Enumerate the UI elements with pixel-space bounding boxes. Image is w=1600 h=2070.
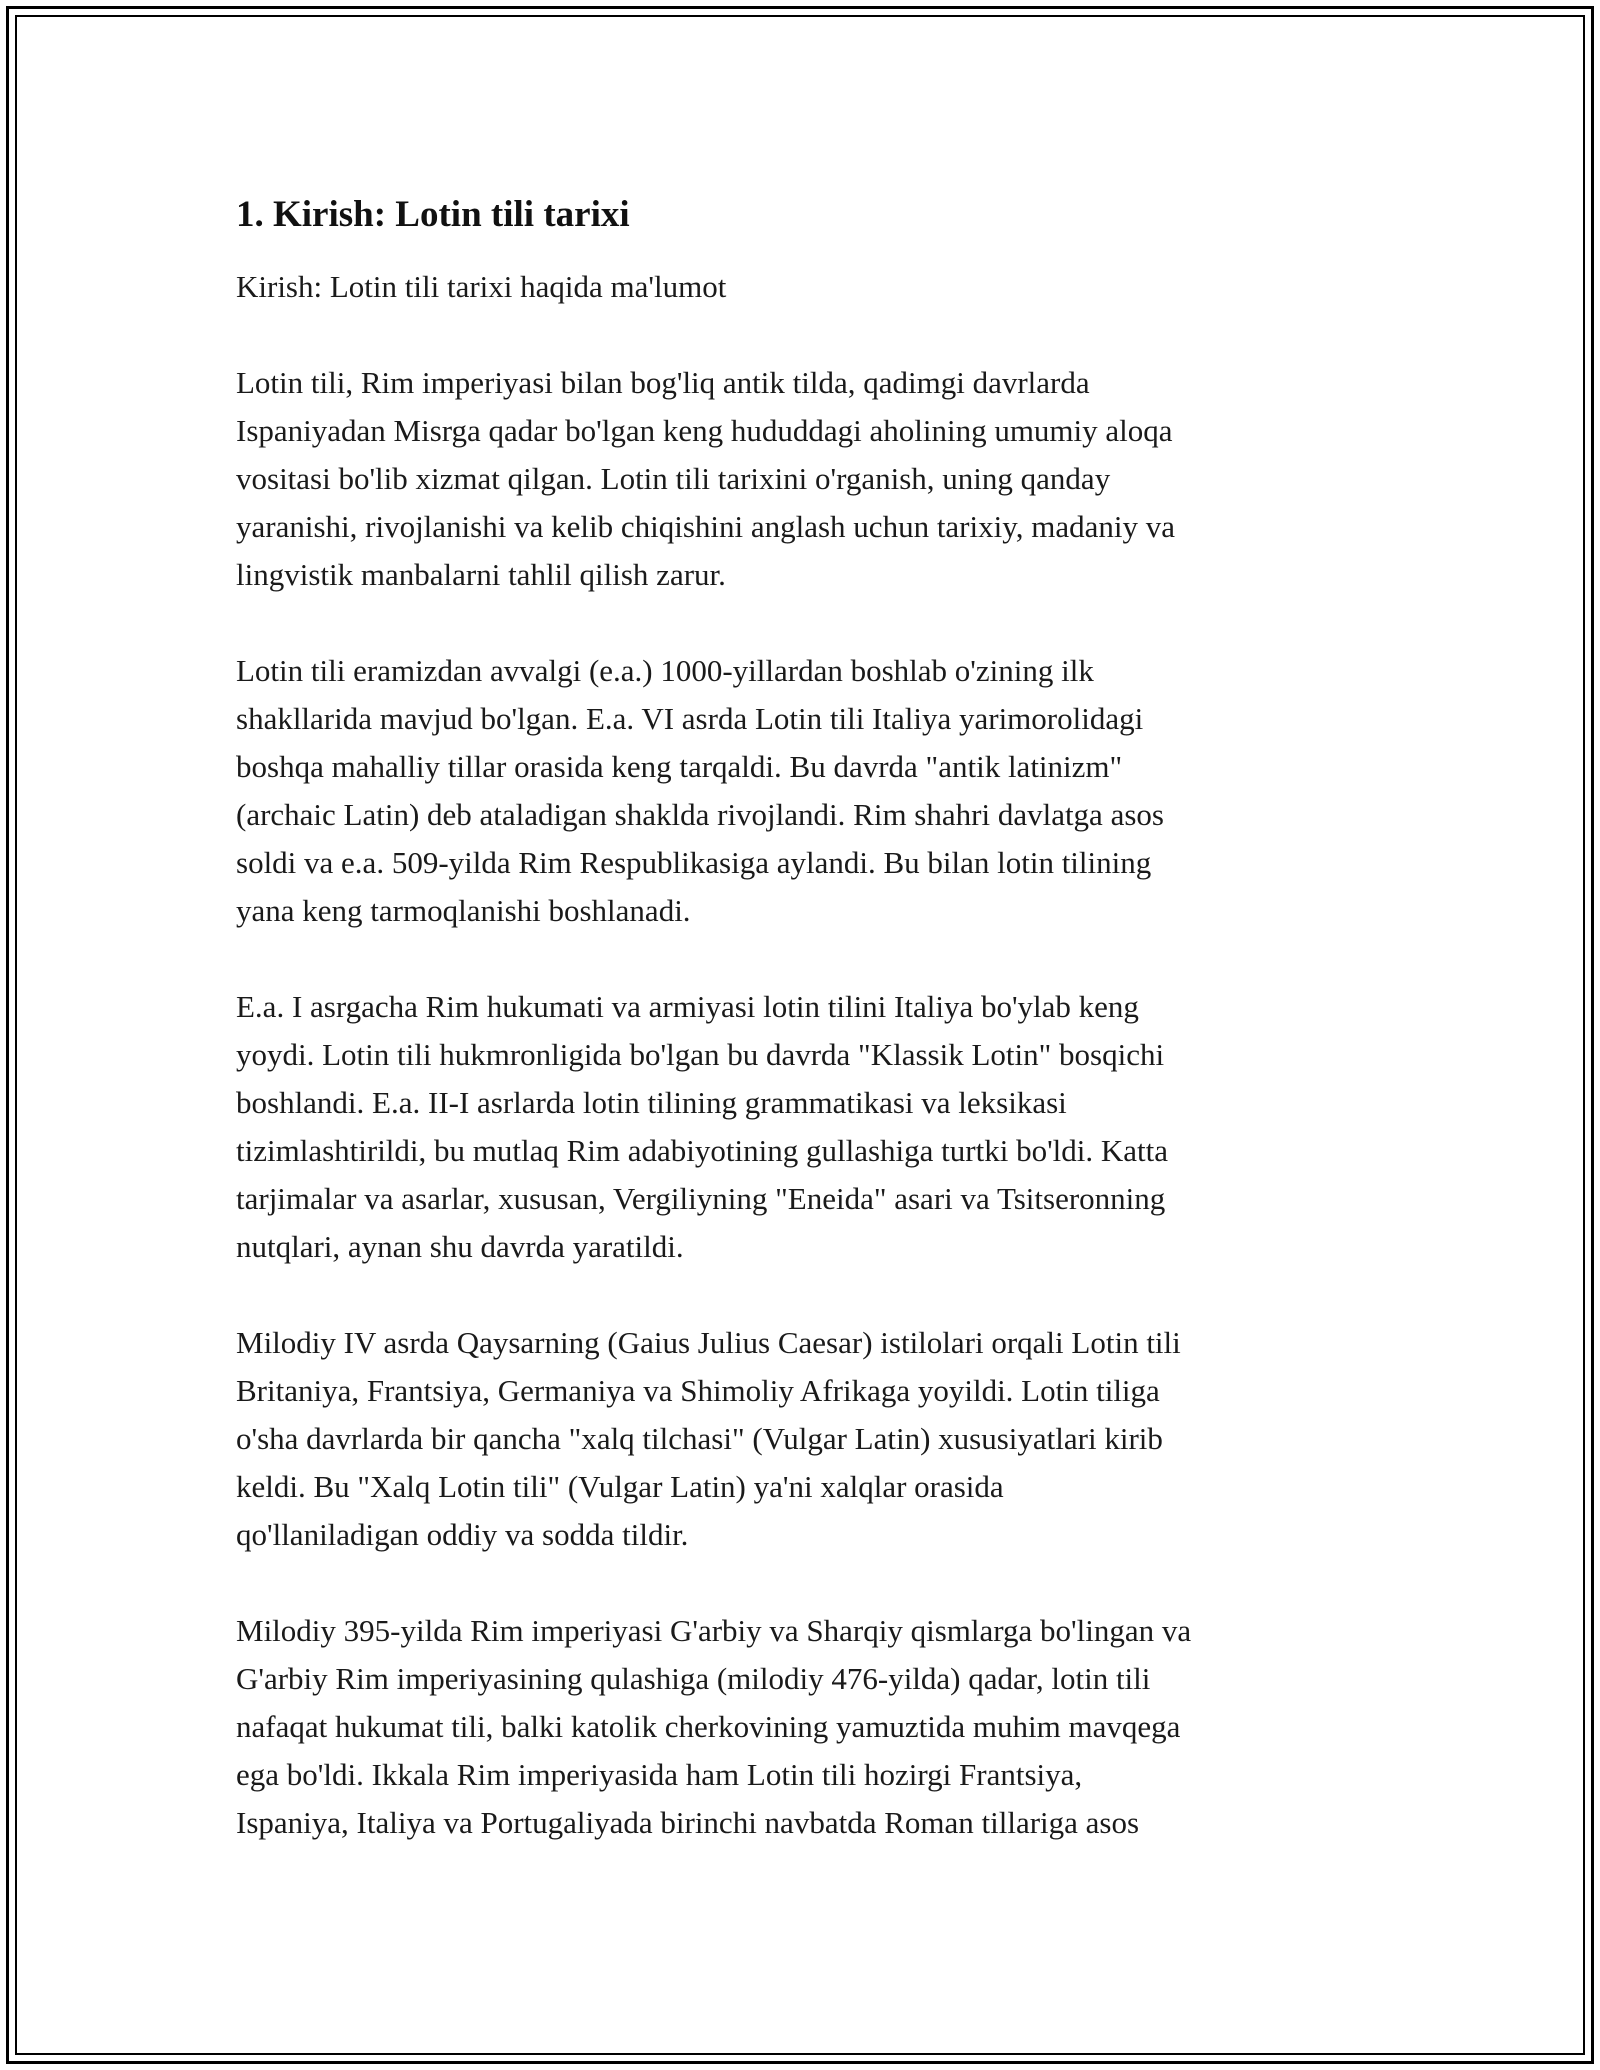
section-heading: 1. Kirish: Lotin tili tarixi bbox=[236, 194, 630, 235]
text-line: yoydi. Lotin tili hukmronligida bo'lgan bu davrda "Klassik Lotin" bosqichi bbox=[236, 1037, 1165, 1072]
text-line: Britaniya, Frantsiya, Germaniya va Shimoliy Afrikaga yoyildi. Lotin tiliga bbox=[236, 1373, 1160, 1408]
paragraph-2 bbox=[236, 647, 1376, 935]
paragraph-5 bbox=[236, 1607, 1376, 1847]
text-line: lingvistik manbalarni tahlil qilish zarur. bbox=[236, 557, 726, 592]
text-line: nafaqat hukumat tili, balki katolik cherkovining yamuztida muhim mavqega bbox=[236, 1709, 1181, 1744]
text-line: soldi va e.a. 509-yilda Rim Respublikasiga aylandi. Bu bilan lotin tilining bbox=[236, 845, 1152, 880]
paragraph-1 bbox=[236, 359, 1376, 599]
text-line: tizimlashtirildi, bu mutlaq Rim adabiyotining gullashiga turtki bo'ldi. Katta bbox=[236, 1133, 1169, 1168]
text-line: E.a. I asrgacha Rim hukumati va armiyasi lotin tilini Italiya bo'ylab keng bbox=[236, 989, 1139, 1024]
text-line: G'arbiy Rim imperiyasining qulashiga (milodiy 476-yilda) qadar, lotin tili bbox=[236, 1661, 1151, 1696]
text-line: (archaic Latin) deb ataladigan shaklda rivojlandi. Rim shahri davlatga asos bbox=[236, 797, 1164, 832]
text-line: yaranishi, rivojlanishi va kelib chiqishini anglash uchun tarixiy, madaniy va bbox=[236, 509, 1175, 544]
text-line: Ispaniyadan Misrga qadar bo'lgan keng hududdagi aholining umumiy aloqa bbox=[236, 413, 1173, 448]
text-line: vositasi bo'lib xizmat qilgan. Lotin tili tarixini o'rganish, uning qanday bbox=[236, 461, 1111, 496]
paragraph-4 bbox=[236, 1319, 1376, 1559]
text-line: Milodiy IV asrda Qaysarning (Gaius Julius Caesar) istilolari orqali Lotin tili bbox=[236, 1325, 1181, 1360]
text-line: boshlandi. E.a. II-I asrlarda lotin tilining grammatikasi va leksikasi bbox=[236, 1085, 1067, 1120]
text-line: nutqlari, aynan shu davrda yaratildi. bbox=[236, 1229, 684, 1264]
text-line: qo'llaniladigan oddiy va sodda tildir. bbox=[236, 1517, 689, 1552]
paragraph-3 bbox=[236, 983, 1376, 1271]
document-body bbox=[236, 187, 1376, 1895]
text-line: ega bo'ldi. Ikkala Rim imperiyasida ham Lotin tili hozirgi Frantsiya, bbox=[236, 1757, 1083, 1792]
text-line: keldi. Bu "Xalq Lotin tili" (Vulgar Latin) ya'ni xalqlar orasida bbox=[236, 1469, 1004, 1504]
text-line: Milodiy 395-yilda Rim imperiyasi G'arbiy va Sharqiy qismlarga bo'lingan va bbox=[236, 1613, 1192, 1648]
section-subtitle: Kirish: Lotin tili tarixi haqida ma'lumot bbox=[236, 269, 727, 304]
text-line: Lotin tili eramizdan avvalgi (e.a.) 1000-yillardan boshlab o'zining ilk bbox=[236, 653, 1094, 688]
text-line: boshqa mahalliy tillar orasida keng tarqaldi. Bu davrda "antik latinizm" bbox=[236, 749, 1123, 784]
text-line: Lotin tili, Rim imperiyasi bilan bog'liq antik tilda, qadimgi davrlarda bbox=[236, 365, 1090, 400]
text-line: shakllarida mavjud bo'lgan. E.a. VI asrda Lotin tili Italiya yarimorolidagi bbox=[236, 701, 1144, 736]
text-line: yana keng tarmoqlanishi boshlanadi. bbox=[236, 893, 691, 928]
text-line: Ispaniya, Italiya va Portugaliyada birinchi navbatda Roman tillariga asos bbox=[236, 1805, 1140, 1840]
text-line: o'sha davrlarda bir qancha "xalq tilchasi" (Vulgar Latin) xususiyatlari kirib bbox=[236, 1421, 1163, 1456]
text-line: tarjimalar va asarlar, xususan, Vergiliyning "Eneida" asari va Tsitseronning bbox=[236, 1181, 1166, 1216]
